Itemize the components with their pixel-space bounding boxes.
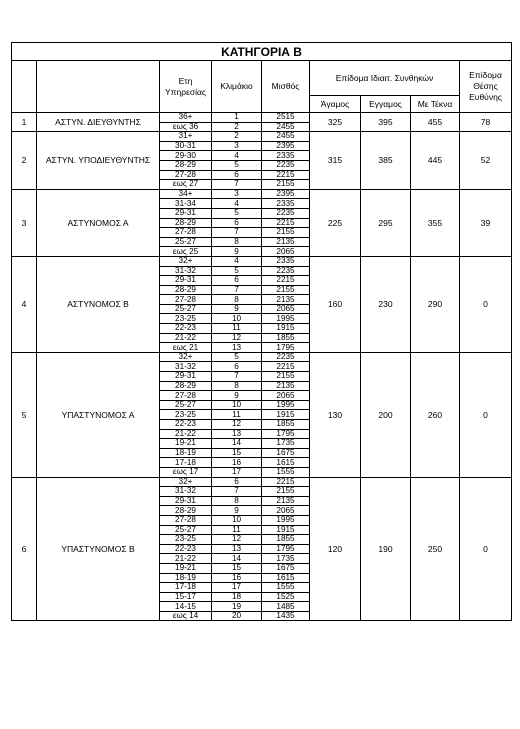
cell-years: 18-19 xyxy=(160,573,212,583)
cell-years: εως 27 xyxy=(160,180,212,190)
cell-scale: 5 xyxy=(212,160,262,170)
cell-rank: ΥΠΑΣΤΥΝΟΜΟΣ Β xyxy=(37,477,160,621)
cell-responsibility: 78 xyxy=(460,113,512,132)
cell-salary: 2155 xyxy=(262,487,310,497)
cell-scale: 7 xyxy=(212,180,262,190)
cell-salary: 2155 xyxy=(262,228,310,238)
header-responsibility: Επίδομα Θέσης Ευθύνης xyxy=(460,61,512,113)
cell-married: 200 xyxy=(361,352,411,477)
cell-scale: 12 xyxy=(212,333,262,343)
cell-years: 28-29 xyxy=(160,218,212,228)
cell-single: 130 xyxy=(310,352,361,477)
cell-scale: 2 xyxy=(212,132,262,142)
cell-responsibility: 0 xyxy=(460,256,512,352)
cell-scale: 14 xyxy=(212,439,262,449)
cell-no: 4 xyxy=(12,256,37,352)
cell-scale: 17 xyxy=(212,467,262,477)
cell-scale: 15 xyxy=(212,448,262,458)
cell-scale: 10 xyxy=(212,515,262,525)
cell-rank: ΥΠΑΣΤΥΝΟΜΟΣ Α xyxy=(37,352,160,477)
cell-salary: 1915 xyxy=(262,324,310,334)
cell-salary: 1525 xyxy=(262,592,310,602)
cell-scale: 1 xyxy=(212,113,262,123)
cell-no: 5 xyxy=(12,352,37,477)
cell-salary: 1795 xyxy=(262,429,310,439)
cell-salary: 2235 xyxy=(262,352,310,362)
cell-salary: 2335 xyxy=(262,151,310,161)
cell-years: 23-25 xyxy=(160,535,212,545)
header-salary: Μισθός xyxy=(262,61,310,113)
cell-no: 6 xyxy=(12,477,37,621)
cell-scale: 16 xyxy=(212,573,262,583)
table-row xyxy=(12,189,512,199)
cell-rank: ΑΣΤΥΝ. ΥΠΟΔΙΕΥΘΥΝΤΗΣ xyxy=(37,132,160,190)
header-scale: Κλιμάκιο xyxy=(212,61,262,113)
cell-salary: 2155 xyxy=(262,180,310,190)
cell-scale: 17 xyxy=(212,583,262,593)
cell-salary: 2065 xyxy=(262,247,310,257)
cell-married: 230 xyxy=(361,256,411,352)
cell-scale: 6 xyxy=(212,276,262,286)
header-single: Άγαμος xyxy=(310,96,361,113)
cell-scale: 13 xyxy=(212,544,262,554)
cell-salary: 2235 xyxy=(262,266,310,276)
cell-scale: 18 xyxy=(212,592,262,602)
cell-salary: 2395 xyxy=(262,141,310,151)
cell-years: εως 17 xyxy=(160,467,212,477)
cell-salary: 1555 xyxy=(262,467,310,477)
cell-scale: 8 xyxy=(212,295,262,305)
cell-salary: 1675 xyxy=(262,448,310,458)
cell-salary: 2135 xyxy=(262,381,310,391)
cell-scale: 11 xyxy=(212,525,262,535)
cell-years: 27-28 xyxy=(160,170,212,180)
cell-salary: 2215 xyxy=(262,362,310,372)
header-allowance: Επίδομα Ιδιαιτ. Συνθηκών xyxy=(310,61,460,96)
cell-years: 31-32 xyxy=(160,362,212,372)
cell-years: 32+ xyxy=(160,352,212,362)
cell-years: 30-31 xyxy=(160,141,212,151)
cell-salary: 2235 xyxy=(262,208,310,218)
cell-scale: 10 xyxy=(212,400,262,410)
cell-salary: 1675 xyxy=(262,563,310,573)
cell-scale: 8 xyxy=(212,237,262,247)
cell-married: 385 xyxy=(361,132,411,190)
cell-scale: 11 xyxy=(212,324,262,334)
cell-years: 28-29 xyxy=(160,381,212,391)
cell-years: 31-34 xyxy=(160,199,212,209)
cell-salary: 1995 xyxy=(262,314,310,324)
cell-years: 25-27 xyxy=(160,525,212,535)
table-row xyxy=(12,352,512,362)
cell-salary: 2215 xyxy=(262,218,310,228)
cell-no: 2 xyxy=(12,132,37,190)
cell-scale: 5 xyxy=(212,352,262,362)
table-body xyxy=(12,113,512,621)
cell-rank: ΑΣΤΥΝΟΜΟΣ Α xyxy=(37,189,160,256)
cell-salary: 1485 xyxy=(262,602,310,612)
cell-years: 32+ xyxy=(160,477,212,487)
cell-salary: 1615 xyxy=(262,458,310,468)
cell-salary: 2155 xyxy=(262,372,310,382)
cell-years: 27-28 xyxy=(160,295,212,305)
cell-years: 17-18 xyxy=(160,458,212,468)
cell-scale: 12 xyxy=(212,420,262,430)
cell-salary: 2065 xyxy=(262,506,310,516)
cell-single: 160 xyxy=(310,256,361,352)
cell-years: 22-23 xyxy=(160,324,212,334)
salary-table xyxy=(11,42,512,621)
cell-scale: 9 xyxy=(212,391,262,401)
cell-years: εως 36 xyxy=(160,122,212,132)
cell-scale: 5 xyxy=(212,266,262,276)
cell-years: 28-29 xyxy=(160,285,212,295)
header-rank xyxy=(37,61,160,113)
cell-years: 31-32 xyxy=(160,487,212,497)
cell-salary: 1735 xyxy=(262,439,310,449)
cell-single: 325 xyxy=(310,113,361,132)
cell-scale: 6 xyxy=(212,362,262,372)
cell-salary: 2065 xyxy=(262,391,310,401)
cell-children: 290 xyxy=(411,256,460,352)
cell-salary: 1915 xyxy=(262,410,310,420)
cell-salary: 2235 xyxy=(262,160,310,170)
cell-years: εως 14 xyxy=(160,611,212,621)
cell-responsibility: 0 xyxy=(460,352,512,477)
cell-scale: 12 xyxy=(212,535,262,545)
cell-single: 225 xyxy=(310,189,361,256)
cell-salary: 2335 xyxy=(262,256,310,266)
cell-years: 29-30 xyxy=(160,151,212,161)
cell-scale: 8 xyxy=(212,496,262,506)
cell-scale: 4 xyxy=(212,151,262,161)
cell-salary: 2215 xyxy=(262,477,310,487)
cell-salary: 2135 xyxy=(262,496,310,506)
cell-scale: 7 xyxy=(212,372,262,382)
cell-salary: 2215 xyxy=(262,276,310,286)
cell-scale: 13 xyxy=(212,343,262,353)
cell-years: 14-15 xyxy=(160,602,212,612)
cell-years: 29-31 xyxy=(160,496,212,506)
cell-married: 190 xyxy=(361,477,411,621)
cell-years: 23-25 xyxy=(160,410,212,420)
cell-salary: 2155 xyxy=(262,285,310,295)
cell-responsibility: 52 xyxy=(460,132,512,190)
cell-scale: 9 xyxy=(212,247,262,257)
cell-salary: 2135 xyxy=(262,237,310,247)
cell-years: 21-22 xyxy=(160,429,212,439)
cell-scale: 2 xyxy=(212,122,262,132)
cell-scale: 7 xyxy=(212,228,262,238)
cell-scale: 5 xyxy=(212,208,262,218)
cell-salary: 2335 xyxy=(262,199,310,209)
table-title: ΚΑΤΗΓΟΡΙΑ Β xyxy=(12,43,512,61)
cell-salary: 1915 xyxy=(262,525,310,535)
cell-years: 25-27 xyxy=(160,237,212,247)
cell-salary: 1435 xyxy=(262,611,310,621)
cell-salary: 1555 xyxy=(262,583,310,593)
cell-years: 31-32 xyxy=(160,266,212,276)
cell-no: 3 xyxy=(12,189,37,256)
cell-scale: 11 xyxy=(212,410,262,420)
cell-years: εως 21 xyxy=(160,343,212,353)
cell-salary: 2215 xyxy=(262,170,310,180)
cell-years: 29-31 xyxy=(160,372,212,382)
cell-years: 28-29 xyxy=(160,506,212,516)
cell-salary: 1855 xyxy=(262,535,310,545)
cell-scale: 9 xyxy=(212,506,262,516)
cell-years: εως 25 xyxy=(160,247,212,257)
cell-years: 22-23 xyxy=(160,544,212,554)
cell-scale: 6 xyxy=(212,170,262,180)
cell-years: 36+ xyxy=(160,113,212,123)
cell-children: 445 xyxy=(411,132,460,190)
cell-salary: 2515 xyxy=(262,113,310,123)
cell-years: 27-28 xyxy=(160,515,212,525)
cell-years: 28-29 xyxy=(160,160,212,170)
cell-children: 260 xyxy=(411,352,460,477)
cell-single: 120 xyxy=(310,477,361,621)
cell-scale: 7 xyxy=(212,487,262,497)
cell-salary: 2065 xyxy=(262,304,310,314)
cell-years: 25-27 xyxy=(160,400,212,410)
cell-salary: 2455 xyxy=(262,132,310,142)
cell-years: 19-21 xyxy=(160,563,212,573)
cell-years: 34+ xyxy=(160,189,212,199)
cell-years: 29-31 xyxy=(160,276,212,286)
cell-salary: 2395 xyxy=(262,189,310,199)
cell-salary: 1855 xyxy=(262,420,310,430)
cell-years: 25-27 xyxy=(160,304,212,314)
cell-years: 27-28 xyxy=(160,228,212,238)
cell-salary: 1995 xyxy=(262,515,310,525)
cell-salary: 1615 xyxy=(262,573,310,583)
cell-years: 31+ xyxy=(160,132,212,142)
cell-scale: 10 xyxy=(212,314,262,324)
cell-single: 315 xyxy=(310,132,361,190)
cell-years: 15-17 xyxy=(160,592,212,602)
cell-years: 32+ xyxy=(160,256,212,266)
cell-scale: 15 xyxy=(212,563,262,573)
cell-scale: 6 xyxy=(212,477,262,487)
cell-salary: 1795 xyxy=(262,544,310,554)
cell-children: 250 xyxy=(411,477,460,621)
table-row xyxy=(12,113,512,123)
header-children: Με Τέκνα xyxy=(411,96,460,113)
table-row xyxy=(12,132,512,142)
cell-scale: 8 xyxy=(212,381,262,391)
header-no xyxy=(12,61,37,113)
cell-no: 1 xyxy=(12,113,37,132)
header-years: Ετη Υπηρεσίας xyxy=(160,61,212,113)
cell-scale: 4 xyxy=(212,199,262,209)
cell-scale: 13 xyxy=(212,429,262,439)
cell-years: 21-22 xyxy=(160,333,212,343)
cell-scale: 3 xyxy=(212,141,262,151)
cell-scale: 14 xyxy=(212,554,262,564)
cell-responsibility: 0 xyxy=(460,477,512,621)
cell-salary: 1795 xyxy=(262,343,310,353)
cell-salary: 1995 xyxy=(262,400,310,410)
cell-children: 455 xyxy=(411,113,460,132)
cell-scale: 7 xyxy=(212,285,262,295)
cell-scale: 20 xyxy=(212,611,262,621)
header-married: Εγγαμος xyxy=(361,96,411,113)
cell-years: 19-21 xyxy=(160,439,212,449)
cell-years: 29-31 xyxy=(160,208,212,218)
table-row xyxy=(12,477,512,487)
cell-scale: 19 xyxy=(212,602,262,612)
cell-years: 17-18 xyxy=(160,583,212,593)
cell-married: 295 xyxy=(361,189,411,256)
cell-salary: 1855 xyxy=(262,333,310,343)
cell-years: 22-23 xyxy=(160,420,212,430)
cell-scale: 4 xyxy=(212,256,262,266)
cell-scale: 16 xyxy=(212,458,262,468)
table-row xyxy=(12,256,512,266)
cell-salary: 2455 xyxy=(262,122,310,132)
cell-salary: 1735 xyxy=(262,554,310,564)
cell-salary: 2135 xyxy=(262,295,310,305)
cell-years: 21-22 xyxy=(160,554,212,564)
cell-years: 18-19 xyxy=(160,448,212,458)
cell-rank: ΑΣΤΥΝ. ΔΙΕΥΘΥΝΤΗΣ xyxy=(37,113,160,132)
cell-rank: ΑΣΤΥΝΟΜΟΣ Β xyxy=(37,256,160,352)
cell-scale: 3 xyxy=(212,189,262,199)
cell-children: 355 xyxy=(411,189,460,256)
cell-years: 23-25 xyxy=(160,314,212,324)
cell-years: 27-28 xyxy=(160,391,212,401)
cell-responsibility: 39 xyxy=(460,189,512,256)
cell-scale: 9 xyxy=(212,304,262,314)
cell-scale: 6 xyxy=(212,218,262,228)
cell-married: 395 xyxy=(361,113,411,132)
